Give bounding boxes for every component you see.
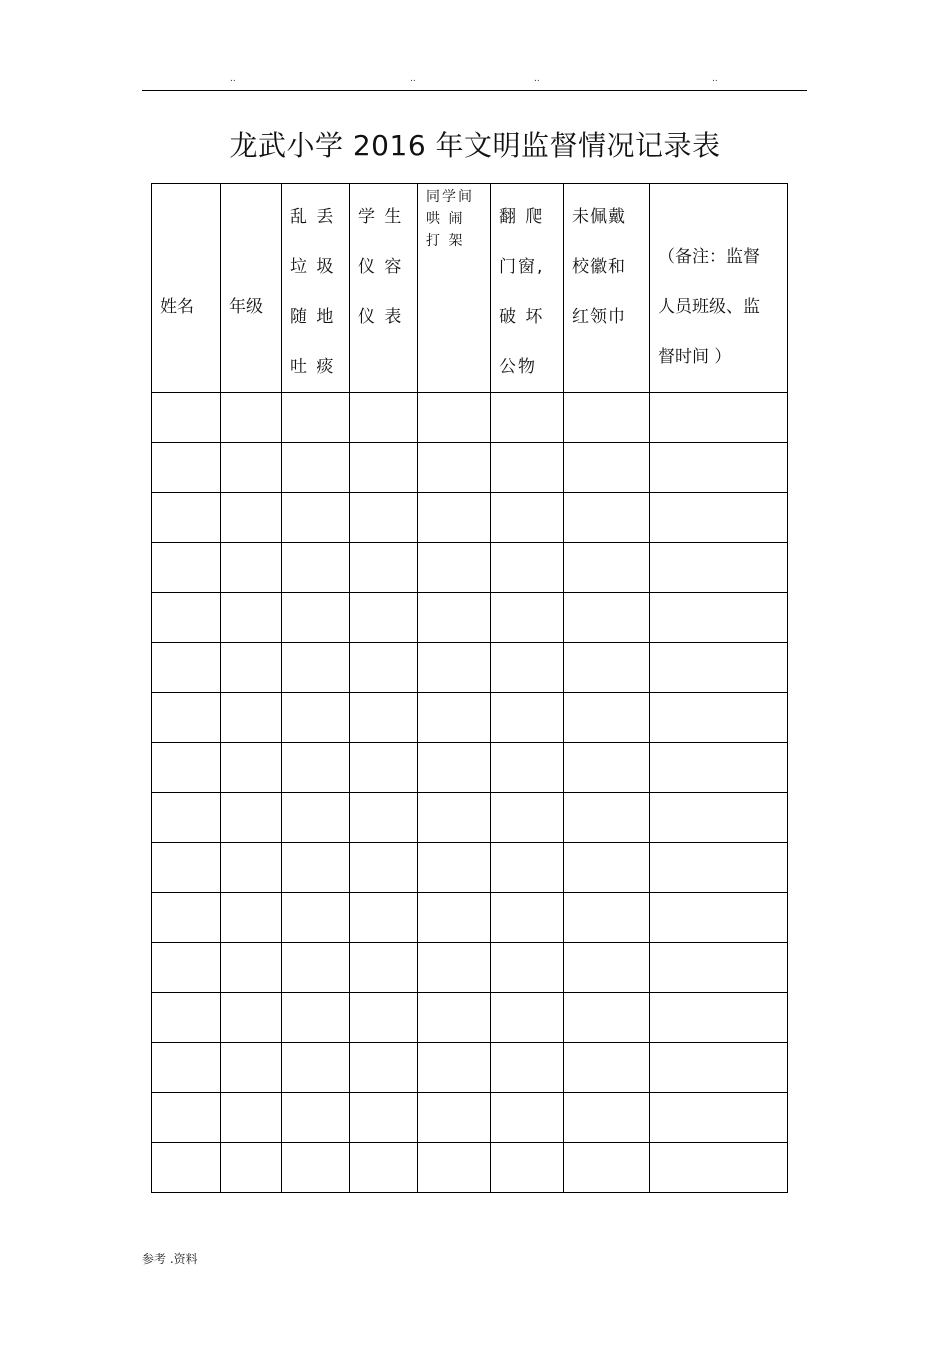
table-cell: [350, 893, 418, 943]
table-cell: [282, 543, 350, 593]
table-cell: [221, 1043, 282, 1093]
table-cell: [418, 743, 491, 793]
table-cell: [282, 943, 350, 993]
header-row: [152, 184, 788, 393]
header-rule: [142, 90, 807, 91]
table-cell: [152, 743, 221, 793]
column-header-climbing-damage: 翻 爬 门窗, 破 坏 公物: [491, 184, 564, 393]
table-cell: [152, 393, 221, 443]
table-cell: [221, 593, 282, 643]
table-cell: [350, 393, 418, 443]
table-cell: [564, 693, 650, 743]
table-cell: [564, 1043, 650, 1093]
table-cell: [491, 593, 564, 643]
column-header-name: 姓名: [152, 184, 221, 393]
column-header-appearance: 学 生 仪 容 仪 表: [350, 184, 418, 393]
table-row: [152, 743, 788, 793]
table-cell: [152, 593, 221, 643]
table-cell: [491, 543, 564, 593]
table-cell: [282, 993, 350, 1043]
table-cell: [221, 743, 282, 793]
table-cell: [282, 693, 350, 743]
table-cell: [221, 643, 282, 693]
table-cell: [491, 643, 564, 693]
table-row: [152, 793, 788, 843]
table-cell: [564, 743, 650, 793]
table-cell: [418, 943, 491, 993]
table-cell: [650, 843, 788, 893]
table-cell: [491, 943, 564, 993]
table-cell: [282, 743, 350, 793]
table-cell: [152, 793, 221, 843]
table-cell: [491, 893, 564, 943]
column-header-remarks: （备注：监督 人员班级、监 督时间 ）: [650, 184, 788, 393]
table-cell: [350, 943, 418, 993]
table-cell: [418, 1143, 491, 1193]
table-row: [152, 543, 788, 593]
table-cell: [152, 693, 221, 743]
table-cell: [221, 1143, 282, 1193]
table-cell: [221, 793, 282, 843]
table-cell: [350, 693, 418, 743]
table-cell: [650, 1043, 788, 1093]
table-cell: [282, 1093, 350, 1143]
table-cell: [350, 793, 418, 843]
table-cell: [418, 493, 491, 543]
table-cell: [350, 843, 418, 893]
table-row: [152, 693, 788, 743]
table-cell: [564, 943, 650, 993]
table-row: [152, 1093, 788, 1143]
table-cell: [221, 393, 282, 443]
table-cell: [650, 893, 788, 943]
table-cell: [650, 443, 788, 493]
table-cell: [221, 1093, 282, 1143]
table-cell: [350, 1043, 418, 1093]
table-cell: [282, 493, 350, 543]
table-cell: [350, 593, 418, 643]
table-cell: [282, 1143, 350, 1193]
table-cell: [650, 1093, 788, 1143]
table-cell: [282, 643, 350, 693]
table-cell: [564, 793, 650, 843]
table-cell: [564, 843, 650, 893]
table-cell: [221, 543, 282, 593]
table-row: [152, 443, 788, 493]
table-cell: [418, 993, 491, 1043]
table-cell: [350, 1143, 418, 1193]
table-cell: [650, 743, 788, 793]
table-body: [152, 393, 788, 1193]
table-cell: [152, 943, 221, 993]
table-cell: [152, 1043, 221, 1093]
table-row: [152, 993, 788, 1043]
table-cell: [418, 893, 491, 943]
table-cell: [650, 943, 788, 993]
table-cell: [282, 893, 350, 943]
table-cell: [491, 743, 564, 793]
document-title: 龙武小学 2016 年文明监督情况记录表: [229, 129, 721, 162]
table-cell: [350, 993, 418, 1043]
table-cell: [491, 993, 564, 1043]
table-row: [152, 893, 788, 943]
table-cell: [650, 393, 788, 443]
table-cell: [152, 493, 221, 543]
table-cell: [650, 793, 788, 843]
table-cell: [491, 793, 564, 843]
table-cell: [564, 393, 650, 443]
table-row: [152, 593, 788, 643]
table-cell: [418, 843, 491, 893]
table-cell: [221, 493, 282, 543]
table-cell: [491, 693, 564, 743]
table-cell: [152, 893, 221, 943]
table-cell: [491, 443, 564, 493]
table-cell: [282, 393, 350, 443]
table-cell: [418, 1093, 491, 1143]
table-cell: [350, 493, 418, 543]
table-cell: [650, 543, 788, 593]
table-cell: [282, 793, 350, 843]
table-cell: [350, 443, 418, 493]
column-header-fighting: 同学间 哄 闹 打 架: [418, 184, 491, 393]
table-cell: [152, 1093, 221, 1143]
table-cell: [564, 443, 650, 493]
table-row: [152, 1043, 788, 1093]
record-table: [151, 183, 788, 1193]
table-cell: [152, 843, 221, 893]
header-dot-4: ..: [712, 74, 718, 84]
table-cell: [418, 543, 491, 593]
table-cell: [650, 993, 788, 1043]
table-cell: [350, 743, 418, 793]
column-header-grade: 年级: [221, 184, 282, 393]
table-cell: [152, 543, 221, 593]
table-cell: [564, 893, 650, 943]
table-cell: [152, 443, 221, 493]
table-cell: [152, 643, 221, 693]
table-cell: [650, 693, 788, 743]
table-cell: [650, 1143, 788, 1193]
table-cell: [221, 693, 282, 743]
table-cell: [491, 1143, 564, 1193]
table-cell: [491, 1043, 564, 1093]
table-cell: [282, 1043, 350, 1093]
table-row: [152, 393, 788, 443]
table-cell: [491, 843, 564, 893]
column-header-no-badge: 未佩戴 校徽和 红领巾: [564, 184, 650, 393]
table-cell: [650, 493, 788, 543]
table-cell: [152, 993, 221, 1043]
header-dot-2: ..: [410, 74, 416, 84]
table-cell: [650, 593, 788, 643]
table-cell: [564, 993, 650, 1043]
column-header-littering: 乱 丢 垃 圾 随 地 吐 痰: [282, 184, 350, 393]
table-row: [152, 643, 788, 693]
table-row: [152, 943, 788, 993]
table-cell: [418, 1043, 491, 1093]
header-dot-3: ..: [534, 74, 540, 84]
table-cell: [491, 393, 564, 443]
table-cell: [564, 493, 650, 543]
table-cell: [152, 1143, 221, 1193]
table-cell: [418, 443, 491, 493]
table-cell: [350, 1093, 418, 1143]
table-cell: [282, 593, 350, 643]
table-cell: [282, 843, 350, 893]
table-cell: [491, 1093, 564, 1143]
table-cell: [418, 693, 491, 743]
table-cell: [282, 443, 350, 493]
page-header-dots: [142, 74, 807, 88]
table-cell: [418, 793, 491, 843]
table-cell: [221, 943, 282, 993]
table-cell: [491, 493, 564, 543]
table-cell: [564, 1143, 650, 1193]
table-cell: [221, 843, 282, 893]
table-cell: [221, 993, 282, 1043]
table-row: [152, 1143, 788, 1193]
table-cell: [564, 593, 650, 643]
header-dot-1: ..: [230, 74, 236, 84]
table-cell: [564, 543, 650, 593]
table-row: [152, 843, 788, 893]
table-cell: [418, 593, 491, 643]
table-cell: [350, 543, 418, 593]
table-cell: [650, 643, 788, 693]
table-cell: [221, 893, 282, 943]
table-cell: [350, 643, 418, 693]
table-cell: [221, 443, 282, 493]
footer-note: 参考 .资料: [142, 1252, 198, 1266]
table-cell: [564, 643, 650, 693]
table-cell: [564, 1093, 650, 1143]
table-cell: [418, 643, 491, 693]
table-row: [152, 493, 788, 543]
table-cell: [418, 393, 491, 443]
